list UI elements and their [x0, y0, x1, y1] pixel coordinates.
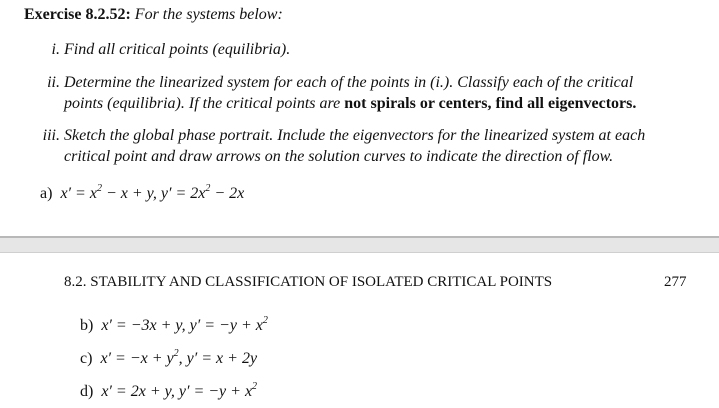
- equation-part: x′ = 2x + y, y′ = −y + x: [101, 383, 253, 400]
- exercise-intro: For the systems below:: [134, 6, 283, 23]
- task-text: Determine the linearized system for each of the points in (i.). Classify each of the critical: [64, 74, 634, 91]
- equation-part: x′ = −3x + y, y′ = −y + x: [101, 317, 263, 334]
- equation-part: , y′ = x + 2y: [178, 350, 258, 367]
- system-equation: [80, 382, 257, 402]
- task-text: Sketch the global phase portrait. Include the eigenvectors for the linearized system at each: [64, 127, 646, 144]
- page-number: 277: [664, 274, 687, 290]
- task-text-bold: not spirals or centers, find all eigenvectors.: [344, 95, 637, 112]
- page-header-title: 8.2. STABILITY AND CLASSIFICATION OF ISOLATED CRITICAL POINTS: [64, 274, 553, 290]
- exponent: 2: [262, 314, 268, 326]
- exponent: 2: [205, 182, 211, 194]
- equation-part: x′ = x: [60, 185, 97, 202]
- exponent: 2: [96, 182, 102, 194]
- task-number: i.: [51, 41, 60, 58]
- system-label: c): [80, 350, 93, 367]
- exercise-label: Exercise 8.2.52:: [24, 6, 131, 23]
- system-label: a): [40, 185, 53, 202]
- page-separator-bottom: [0, 252, 719, 253]
- task-number: ii.: [47, 74, 60, 91]
- task-text-plain: points (equilibria). If the critical points are: [64, 95, 345, 112]
- task-text-continued: critical point and draw arrows on the solution curves to indicate the direction of flow.: [64, 148, 614, 165]
- task-number: iii.: [42, 127, 60, 144]
- equation-part: x′ = −x + y: [100, 350, 174, 367]
- equation-part: − 2x: [210, 185, 245, 202]
- exponent: 2: [173, 347, 179, 359]
- system-equation: [40, 184, 244, 204]
- equation-part: − x + y, y′ = 2x: [101, 185, 206, 202]
- task-text: Find all critical points (equilibria).: [64, 41, 291, 58]
- system-label: b): [80, 317, 94, 334]
- page-gap: [0, 238, 719, 252]
- task-text-continued: [64, 94, 636, 114]
- exponent: 2: [252, 380, 258, 392]
- system-equation: [80, 349, 257, 369]
- system-label: d): [80, 383, 94, 400]
- system-equation: [80, 316, 268, 336]
- exercise-heading: [24, 5, 283, 25]
